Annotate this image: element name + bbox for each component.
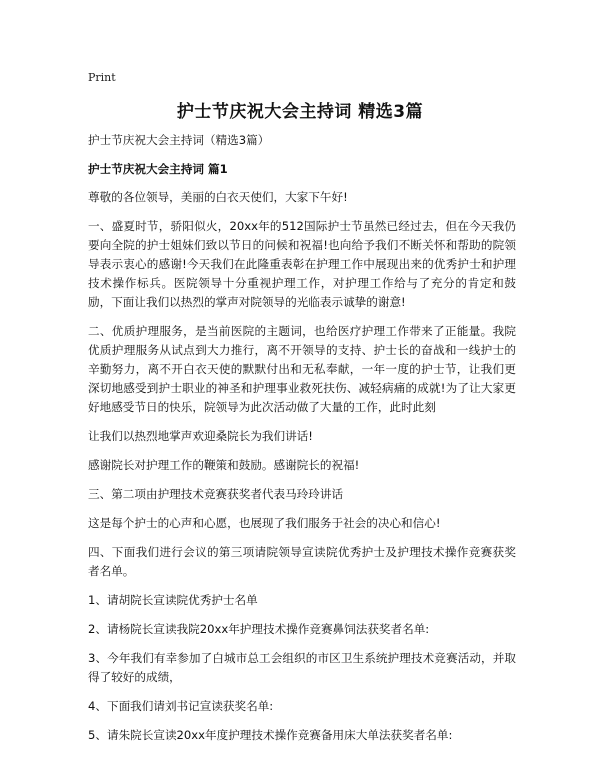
paragraph-part-three: 三、第二项由护理技术竞赛获奖者代表马玲玲讲话	[88, 487, 344, 501]
print-label[interactable]: Print	[88, 71, 116, 84]
paragraph-part-four: 四、下面我们进行会议的第三项请院领导宣读院优秀护士及护理技术操作竞赛获奖者名单。	[88, 545, 516, 578]
paragraph-thanks: 感谢院长对护理工作的鞭策和鼓励。感谢院长的祝福!	[88, 458, 360, 472]
paragraph-part-two: 二、优质护理服务，是当前医院的主题词，也给医疗护理工作带来了正能量。我院优质护理服务从试点到大力推行，离不开领导的支持、护士长的奋战和一线护士的辛勤努力，离不开白衣天使的默默付出和无私奉献，一年一度的护士节，让我们更深切地感受到护士职业的神圣和护理事业救死扶伤、减轻病痛的成就!为了让大家更好地感受节日的快乐，院领导为此次活动做了大量的工作，此时此刻	[88, 324, 516, 414]
paragraph-greeting: 尊敬的各位领导，美丽的白衣天使们，大家下午好!	[88, 190, 348, 204]
list-item-2: 2、请杨院长宣读我院20xx年护理技术操作竞赛鼻饲法获奖者名单:	[88, 622, 430, 636]
list-item-5: 5、请朱院长宣读20xx年度护理技术操作竞赛备用床大单法获奖者名单:	[88, 728, 453, 742]
section-heading: 护士节庆祝大会主持词 篇1	[88, 162, 228, 176]
list-item-1: 1、请胡院长宣读院优秀护士名单	[88, 593, 258, 607]
page-title: 护士节庆祝大会主持词 精选3篇	[176, 102, 424, 122]
paragraph-welcome-speech: 让我们以热烈地掌声欢迎桑院长为我们讲话!	[88, 429, 313, 443]
subtitle: 护士节庆祝大会主持词（精选3篇）	[88, 133, 270, 147]
document-body	[88, 131, 516, 755]
paragraph-part-one: 一、盛夏时节，骄阳似火，20xx年的512国际护士节虽然已经过去，但在今天我仍要向全院的护士姐妹们致以节日的问候和祝福!也向给予我们不断关怀和帮助的院领导表示衷心的感谢!今天我们在此隆重表彰在护理工作中展现出来的优秀护士和护理技术操作标兵。医院领导十分重视护理工作，对护理工作给与了充分的肯定和鼓励，下面让我们以热烈的掌声对院领导的光临表示诚挚的谢意!	[88, 219, 516, 309]
list-item-3: 3、今年我们有幸参加了白城市总工会组织的市区卫生系统护理技术竞赛活动，并取得了较好的成绩，	[88, 651, 516, 684]
paragraph-voice: 这是每个护士的心声和心愿，也展现了我们服务于社会的决心和信心!	[88, 516, 441, 530]
list-item-4: 4、下面我们请刘书记宣读获奖名单:	[88, 699, 274, 713]
